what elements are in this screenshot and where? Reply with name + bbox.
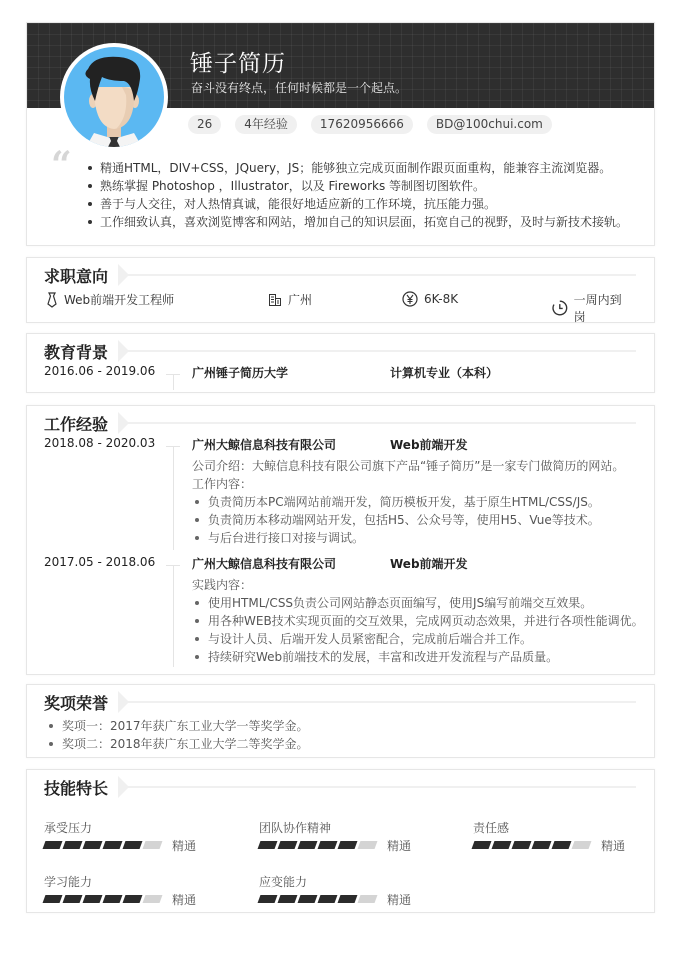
work-experience-section — [26, 405, 655, 675]
section-divider — [123, 786, 636, 788]
experience-tag: 4年经验 — [235, 115, 297, 134]
section-arrow-icon — [118, 264, 129, 286]
contact-tags — [188, 115, 552, 134]
content-label: 工作内容： — [192, 477, 253, 491]
intent-position: Web前端开发工程师 — [46, 291, 174, 308]
resume-header — [26, 22, 655, 246]
clock-icon — [552, 300, 568, 316]
job-bullet: 负责简历本移动端网站开发，包括H5、公众号等，使用H5、Vue等技术。 — [192, 511, 624, 529]
job-company: 广州大鲸信息科技有限公司 — [192, 438, 337, 452]
job-details — [192, 457, 624, 547]
section-divider — [123, 422, 636, 424]
section-title: 技能特长 — [44, 779, 109, 798]
job-bullet: 使用HTML/CSS负责公司网站静态页面编写，使用JS编写前端交互效果。 — [192, 594, 644, 612]
skill-meter — [259, 895, 376, 903]
skills-section: 技能特长 承受压力 精通 团队协作精神 精通 责任感 精通 学习能力 精通 应变能力 精通 — [26, 769, 655, 913]
section-title: 工作经验 — [44, 415, 109, 434]
section-divider — [123, 350, 636, 352]
job-date: 2017.05 - 2018.06 — [44, 555, 156, 569]
award-item: 奖项二：2018年获广东工业大学二等奖学金。 — [47, 735, 309, 753]
section-arrow-icon — [118, 776, 129, 798]
intro-item: 精通HTML，DIV+CSS，JQuery，JS；能够独立完成页面制作跟页面重构，能兼容主流浏览器。 — [86, 159, 628, 177]
avatar-person-icon — [64, 47, 164, 147]
award-item: 奖项一：2017年获广东工业大学一等奖学金。 — [47, 717, 309, 735]
section-arrow-icon — [118, 412, 129, 434]
phone-tag: 17620956666 — [311, 115, 413, 134]
intro-item: 善于与人交往，对人热情真诚，能很好地适应新的工作环境，抗压能力强。 — [86, 195, 628, 213]
job-position: Web前端开发 — [390, 438, 468, 452]
job-bullet: 与后台进行接口对接与调试。 — [192, 529, 624, 547]
email-tag: BD@100chui.com — [427, 115, 552, 134]
job-bullet: 持续研究Web前端技术的发展，丰富和改进开发流程与产品质量。 — [192, 648, 644, 666]
skill-meter — [44, 841, 161, 849]
content-label: 实践内容： — [192, 578, 253, 592]
quote-icon: “ — [51, 144, 72, 186]
job-intent-section — [26, 257, 655, 323]
intro-item: 工作细致认真，喜欢浏览博客和网站，增加自己的知识层面，拓宽自己的视野，及时与新技术接轨。 — [86, 213, 628, 231]
intent-city: 广州 — [268, 291, 312, 308]
timeline-line — [173, 565, 174, 667]
job-bullet: 用各种WEB技术实现页面的交互效果，完成网页动态效果，并进行各项性能调优。 — [192, 612, 644, 630]
awards-section — [26, 684, 655, 758]
intent-salary: 6K-8K — [402, 291, 458, 307]
job-bullet: 负责简历本PC端网站前端开发，简历模板开发，基于原生HTML/CSS/JS。 — [192, 493, 624, 511]
tie-icon — [46, 292, 58, 308]
resume-motto: 奋斗没有终点，任何时候都是一个起点。 — [191, 81, 408, 95]
section-title: 教育背景 — [44, 343, 109, 362]
job-details — [192, 576, 644, 666]
resume-name: 锤子简历 — [190, 51, 286, 77]
job-position: Web前端开发 — [390, 557, 468, 571]
job-company: 广州大鲸信息科技有限公司 — [192, 557, 337, 571]
edu-school: 广州锤子简历大学 — [192, 366, 289, 380]
skill-meter — [259, 841, 376, 849]
company-intro: 公司介绍：大鲸信息科技有限公司旗下产品“锤子简历”是一家专门做简历的网站。 — [192, 459, 625, 473]
section-title: 奖项荣誉 — [44, 694, 109, 713]
intent-availability: 一周内到岗 — [552, 291, 632, 325]
building-icon — [268, 293, 282, 307]
section-title: 求职意向 — [44, 267, 109, 286]
yen-icon — [402, 291, 418, 307]
timeline-line — [173, 446, 174, 550]
intro-item: 熟练掌握 Photoshop ，Illustrator，以及 Fireworks 等制图切图软件。 — [86, 177, 628, 195]
section-arrow-icon — [118, 340, 129, 362]
job-date: 2018.08 - 2020.03 — [44, 436, 156, 450]
skill-meter — [473, 841, 590, 849]
self-intro-list — [86, 159, 628, 231]
education-section — [26, 333, 655, 393]
edu-major: 计算机专业（本科） — [390, 366, 499, 380]
avatar — [60, 43, 168, 151]
timeline-line — [173, 374, 174, 390]
edu-date: 2016.06 - 2019.06 — [44, 364, 156, 378]
skill-meter — [44, 895, 161, 903]
job-bullet: 与设计人员、后端开发人员紧密配合，完成前后端合并工作。 — [192, 630, 644, 648]
age-tag: 26 — [188, 115, 221, 134]
section-divider — [123, 701, 636, 703]
section-divider — [123, 274, 636, 276]
section-arrow-icon — [118, 691, 129, 713]
